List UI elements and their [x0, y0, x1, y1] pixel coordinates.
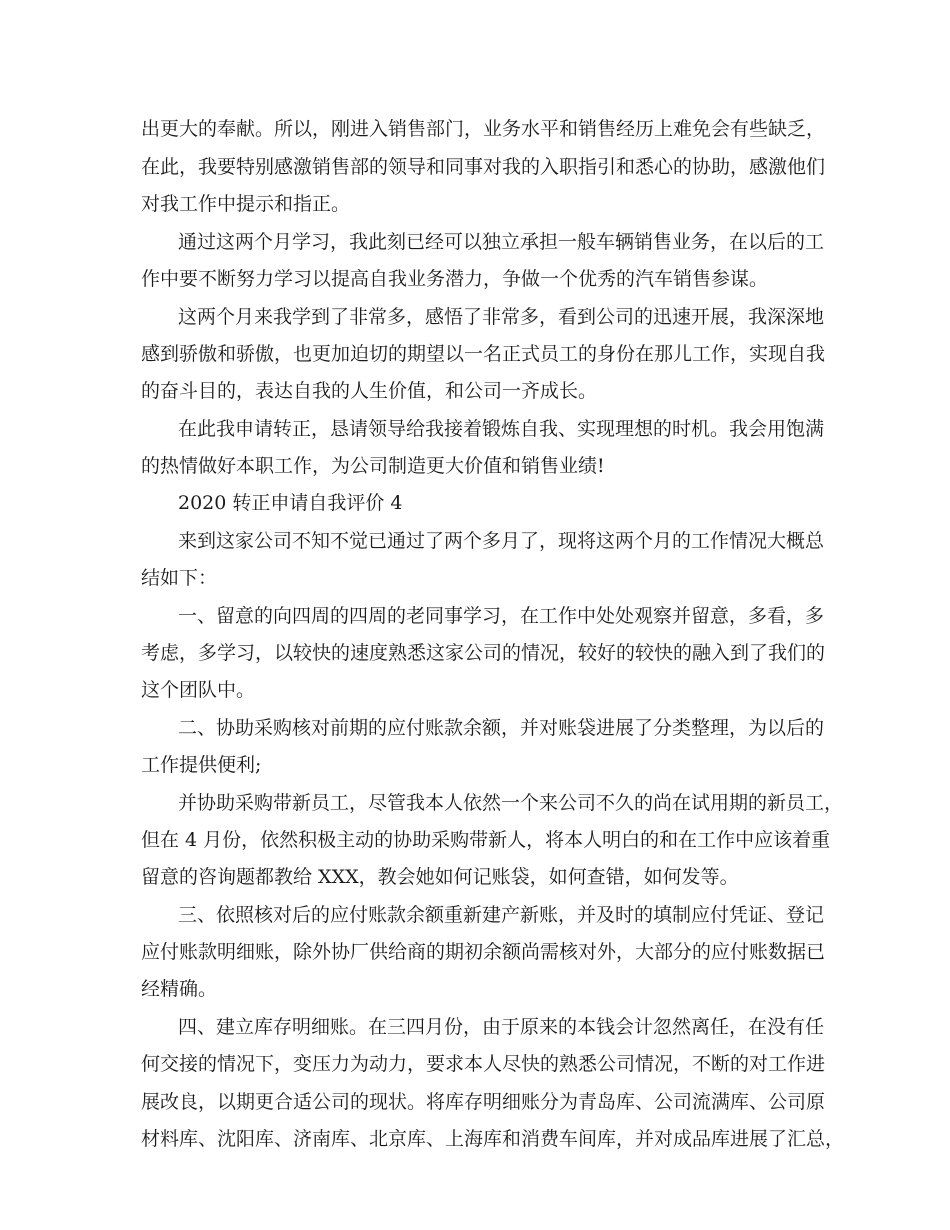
- text-line: 一、留意的向四周的四周的老同事学习，在工作中处处观察并留意，多看，多: [178, 605, 825, 627]
- section-heading: 2020 转正申请自我评价 4: [178, 492, 403, 514]
- text-line: 留意的咨询题都教给 XXX，教会她如何记账袋，如何查错，如何发等。: [141, 866, 739, 888]
- text-line: 在此，我要特别感激销售部的领导和同事对我的入职指引和悉心的协助，感激他们: [141, 156, 826, 178]
- text-line: 的奋斗目的，表达自我的人生价值，和公司一齐成长。: [141, 380, 598, 402]
- text-line: 并协助采购带新员工，尽管我本人依然一个来公司不久的尚在试用期的新员工，: [178, 792, 844, 814]
- text-line: 但在 4 月份，依然积极主动的协助采购带新人，将本人明白的和在工作中应该着重: [141, 829, 831, 851]
- text-line: 在此我申请转正，恳请领导给我接着锻炼自我、实现理想的时机。我会用饱满: [178, 418, 825, 440]
- text-line: 出更大的奉献。所以，刚进入销售部门，业务水平和销售经历上难免会有些缺乏，: [141, 118, 826, 140]
- text-line: 考虑，多学习，以较快的速度熟悉这家公司的情况，较好的较快的融入到了我们的: [141, 642, 826, 664]
- text-line: 应付账款明细账，除外协厂供给商的期初余额尚需核对外，大部分的应付账数据已: [141, 941, 826, 963]
- text-line: 工作提供便利;: [141, 754, 262, 776]
- text-line: 这个团队中。: [141, 679, 256, 701]
- text-line: 何交接的情况下，变压力为动力，要求本人尽快的熟悉公司情况，不断的对工作进: [141, 1053, 826, 1075]
- text-line: 的热情做好本职工作，为公司制造更大价值和销售业绩!: [141, 455, 605, 477]
- text-line: 感到骄傲和骄傲，也更加迫切的期望以一名正式员工的身份在那儿工作，实现自我: [141, 343, 826, 365]
- text-line: 四、建立库存明细账。在三四月份，由于原来的本钱会计忽然离任，在没有任: [178, 1016, 825, 1038]
- text-line: 来到这家公司不知不觉已通过了两个多月了，现将这两个月的工作情况大概总: [178, 530, 825, 552]
- text-line: 展改良，以期更合适公司的现状。将库存明细账分为青岛库、公司流满库、公司原: [141, 1091, 826, 1113]
- text-line: 经精确。: [141, 978, 218, 1000]
- text-line: 二、协助采购核对前期的应付账款余额，并对账袋进展了分类整理，为以后的: [178, 717, 825, 739]
- text-line: 这两个月来我学到了非常多，感悟了非常多，看到公司的迅速开展，我深深地: [178, 306, 825, 328]
- text-line: 三、依照核对后的应付账款余额重新建产新账，并及时的填制应付凭证、登记: [178, 904, 825, 926]
- text-line: 作中要不断努力学习以提高自我业务潜力，争做一个优秀的汽车销售参谋。: [141, 268, 769, 290]
- text-line: 对我工作中提示和指正。: [141, 193, 351, 215]
- text-line: 通过这两个月学习，我此刻已经可以独立承担一般车辆销售业务，在以后的工: [178, 231, 825, 253]
- text-line: 结如下：: [141, 567, 218, 589]
- text-line: 材料库、沈阳库、济南库、北京库、上海库和消费车间库，并对成品库进展了汇总，: [141, 1128, 845, 1150]
